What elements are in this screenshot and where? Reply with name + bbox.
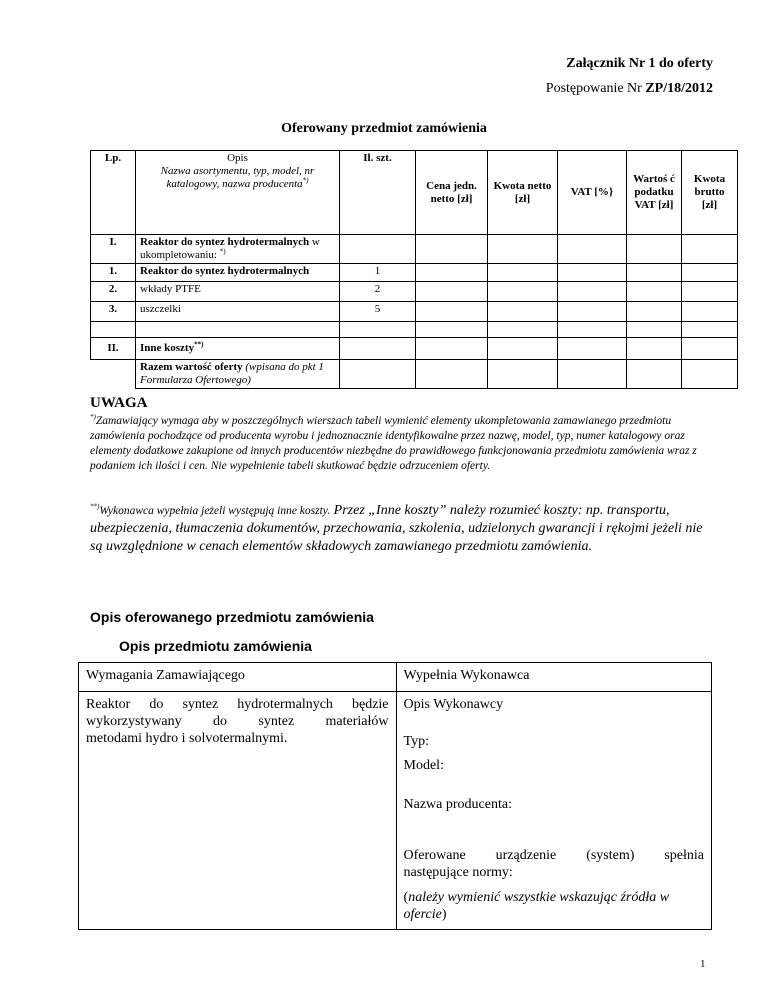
procedure-prefix: Postępowanie Nr [545, 81, 642, 96]
contractor-cell [396, 692, 711, 930]
row-desc: Reaktor do syntez hydrotermalnych w ukompletowaniu: *) [136, 235, 340, 264]
table-row [91, 338, 738, 360]
table-row [91, 235, 738, 264]
sources-field[interactable]: (należy wymienić wszystkie wskazując źródła w ofercie) [403, 890, 670, 922]
table-row [91, 264, 738, 282]
row-qty: 2 [340, 282, 416, 302]
table-row [91, 322, 738, 338]
note-1: *)Zamawiający wymaga aby w poszczególnych wierszach tabeli wymienić elementy ukompletowania zamawianego przedmiotu zamówienia pochodzące od producenta wyrobu i jednoznacznie identyfikowalne przez nazwę, model, typ, numer katalogowy oraz elementy dodatkowe zakupione od innych producentów niezbędne do prawidłowego funkcjonowania przedmiotu zamówienia wraz z podaniem ich ilości i cen. Nie wypełnienie tabeli skutkować będzie odrzuceniem oferty. [90, 413, 697, 472]
header-opis-sub: Nazwa asortymentu, typ, model, nr katalogowy, nazwa producenta*) [160, 165, 315, 190]
table-row [91, 302, 738, 322]
header-net-amount: Kwota netto [zł] [488, 151, 558, 235]
header-opis-title: Opis [227, 152, 248, 164]
row-desc: Inne koszty**) [136, 338, 340, 360]
row-lp: II. [91, 338, 136, 360]
offer-table-header [91, 151, 738, 235]
row-desc: uszczelki [136, 302, 340, 322]
contractor-description[interactable]: Opis Wykonawcy [403, 697, 504, 712]
note-2: **)Wykonawca wypełnia jeżeli występują inne koszty. Przez „Inne koszty” należy rozumieć koszty: np. transportu, ubezpieczenia, tłumaczenia dokumentów, przechowania, szkolenia, udzielonych gwarancji i rękojmi jeżeli nie są uwzględnione w cenach elementów składowych zamawianego przedmiotu zamówienia. [90, 502, 703, 554]
spec-table [78, 662, 712, 930]
col-contractor-header: Wypełnia Wykonawca [396, 663, 711, 692]
header-unit-price: Cena jedn. netto [zł] [416, 151, 488, 235]
header-vat-value: Wartoś ć podatku VAT [zł] [627, 151, 682, 235]
procedure-line [0, 81, 713, 97]
col-requirements-header: Wymagania Zamawiającego [79, 663, 397, 692]
row-lp: 2. [91, 282, 136, 302]
row-desc: wkłady PTFE [136, 282, 340, 302]
section-heading: Opis oferowanego przedmiotu zamówienia [90, 609, 374, 625]
row-qty: 1 [340, 264, 416, 282]
table-row [91, 282, 738, 302]
row-lp: 1. [91, 264, 136, 282]
row-lp: 3. [91, 302, 136, 322]
row-lp: I. [91, 235, 136, 264]
row-desc: Razem wartość oferty (wpisana do pkt 1 Formularza Ofertowego) [136, 360, 340, 389]
header-vat: VAT [%} [558, 151, 627, 235]
page-title: Oferowany przedmiot zamówienia [281, 121, 487, 136]
norms-field[interactable]: Oferowane urządzenie (system) spełnia następujące normy: [403, 848, 704, 880]
offer-table [90, 150, 738, 389]
annex-title: Załącznik Nr 1 do oferty [566, 56, 713, 71]
spec-table-header [79, 663, 712, 692]
type-field[interactable]: Typ: [403, 734, 429, 749]
spec-row [79, 692, 712, 930]
page-number: 1 [700, 958, 706, 970]
header-gross-amount: Kwota brutto [zł] [682, 151, 738, 235]
model-field[interactable]: Model: [403, 758, 444, 773]
requirement-cell: Reaktor do syntez hydrotermalnych będzie wykorzystywany do syntez materiałów metodami hydro i solvotermalnymi. [79, 692, 397, 930]
procedure-number: ZP/18/2012 [645, 81, 713, 96]
row-qty: 5 [340, 302, 416, 322]
producer-field[interactable]: Nazwa producenta: [403, 797, 512, 812]
header-opis [136, 151, 340, 235]
header-quantity: Il. szt. [340, 151, 416, 235]
row-desc: Reaktor do syntez hydrotermalnych [136, 264, 340, 282]
table-row-total [91, 360, 738, 389]
header-lp: Lp. [91, 151, 136, 235]
notes-heading: UWAGA [90, 395, 148, 411]
subsection-heading: Opis przedmiotu zamówienia [119, 638, 312, 654]
